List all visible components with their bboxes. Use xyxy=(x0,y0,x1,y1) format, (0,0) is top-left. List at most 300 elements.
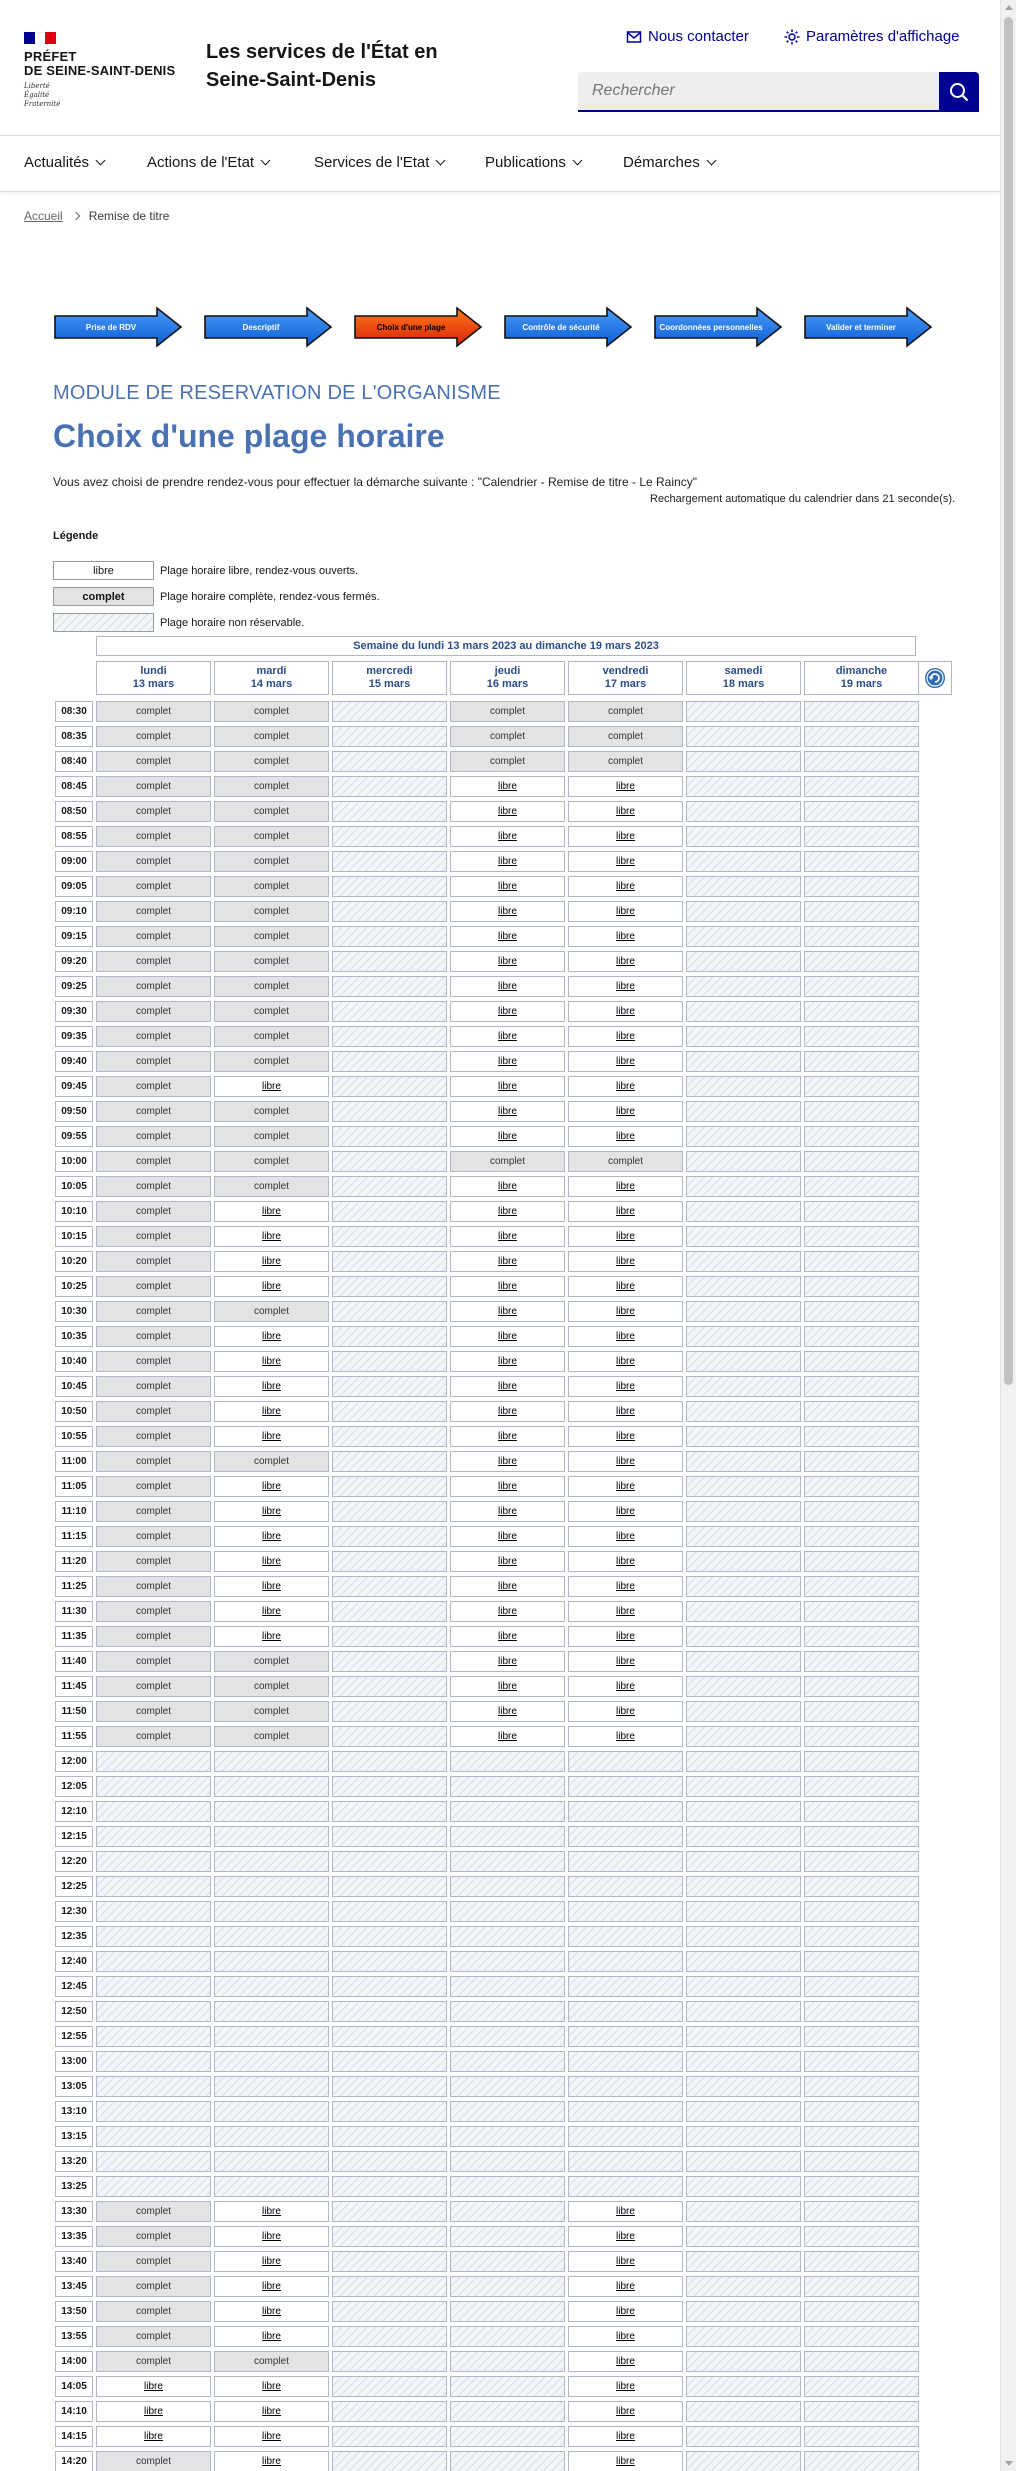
slot-libre[interactable] xyxy=(450,1251,565,1272)
slot-complet: complet xyxy=(214,826,329,847)
slot-libre-link[interactable]: libre xyxy=(616,1231,635,1242)
slot-libre[interactable] xyxy=(450,1376,565,1397)
slot-libre-link[interactable]: libre xyxy=(616,2281,635,2292)
slot-libre-link[interactable]: libre xyxy=(616,1081,635,1092)
slot-libre[interactable] xyxy=(214,1501,329,1522)
slot-non-reservable xyxy=(804,1526,919,1547)
slot-libre[interactable] xyxy=(568,1426,683,1447)
prefet-logo[interactable] xyxy=(24,32,175,109)
page-scrollbar[interactable] xyxy=(1000,0,1016,2471)
slot-libre[interactable] xyxy=(214,1376,329,1397)
slot-libre-link[interactable]: libre xyxy=(616,2406,635,2417)
slot-libre[interactable] xyxy=(96,2401,211,2422)
slot-libre-link[interactable]: libre xyxy=(616,1206,635,1217)
slot-libre-link[interactable]: libre xyxy=(498,1481,517,1492)
slot-libre-link[interactable]: libre xyxy=(616,1456,635,1467)
slot-libre[interactable] xyxy=(450,1476,565,1497)
slot-libre-link[interactable]: libre xyxy=(144,2431,163,2442)
slot-libre-link[interactable]: libre xyxy=(616,1131,635,1142)
slot-libre[interactable] xyxy=(450,1526,565,1547)
search-input[interactable] xyxy=(578,72,939,110)
slot-non-reservable xyxy=(450,1751,565,1772)
slot-libre-link[interactable]: libre xyxy=(498,1331,517,1342)
display-settings-link[interactable] xyxy=(784,28,960,45)
slot-libre[interactable] xyxy=(568,1301,683,1322)
slot-libre-link[interactable]: libre xyxy=(616,2256,635,2267)
slot-libre[interactable] xyxy=(450,1226,565,1247)
slot-libre-link[interactable]: libre xyxy=(616,1631,635,1642)
slot-libre-link[interactable]: libre xyxy=(498,1631,517,1642)
slot-libre[interactable] xyxy=(568,1526,683,1547)
slot-libre-link[interactable]: libre xyxy=(498,1031,517,1042)
slot-libre-link[interactable]: libre xyxy=(498,931,517,942)
slot-complet: complet xyxy=(96,1351,211,1372)
slot-libre[interactable] xyxy=(568,1201,683,1222)
slot-libre[interactable] xyxy=(450,1626,565,1647)
slot-libre[interactable] xyxy=(568,2276,683,2297)
slot-libre-link[interactable]: libre xyxy=(616,1056,635,1067)
slot-libre-link[interactable]: libre xyxy=(616,956,635,967)
slot-libre-link[interactable]: libre xyxy=(616,2206,635,2217)
slot-non-reservable xyxy=(96,1751,211,1772)
nav-item-services[interactable] xyxy=(314,154,444,171)
slot-libre[interactable] xyxy=(450,801,565,822)
slot-libre-link[interactable]: libre xyxy=(498,1356,517,1367)
slot-libre-link[interactable]: libre xyxy=(616,1406,635,1417)
legend-row-libre xyxy=(53,561,358,580)
slot-libre-link[interactable]: libre xyxy=(616,831,635,842)
slot-libre-link[interactable]: libre xyxy=(498,1006,517,1017)
slot-libre[interactable] xyxy=(214,1326,329,1347)
slot-libre-link[interactable]: libre xyxy=(262,1206,281,1217)
slot-libre[interactable] xyxy=(450,1326,565,1347)
nav-item-actions[interactable] xyxy=(147,154,269,171)
slot-libre-link[interactable]: libre xyxy=(498,1706,517,1717)
time-label: 11:35 xyxy=(55,1626,93,1647)
nav-item-publications[interactable] xyxy=(485,154,581,171)
slot-libre[interactable] xyxy=(214,1201,329,1222)
slot-libre[interactable] xyxy=(450,776,565,797)
slot-libre[interactable] xyxy=(568,2226,683,2247)
slot-libre-link[interactable]: libre xyxy=(262,2431,281,2442)
refresh-calendar-button[interactable] xyxy=(918,661,952,695)
slot-non-reservable xyxy=(568,1926,683,1947)
slot-libre-link[interactable]: libre xyxy=(498,981,517,992)
slot-libre[interactable] xyxy=(568,876,683,897)
search-button[interactable] xyxy=(939,72,979,112)
slot-libre[interactable] xyxy=(568,2326,683,2347)
slot-non-reservable xyxy=(332,2076,447,2097)
slot-libre[interactable] xyxy=(450,1401,565,1422)
slot-libre[interactable] xyxy=(568,926,683,947)
slot-libre-link[interactable]: libre xyxy=(498,1056,517,1067)
contact-link[interactable] xyxy=(626,28,749,45)
scrollbar-thumb[interactable] xyxy=(1004,17,1013,1385)
slot-libre-link[interactable]: libre xyxy=(498,1431,517,1442)
slot-libre-link[interactable]: libre xyxy=(616,1031,635,1042)
slot-libre-link[interactable]: libre xyxy=(616,2356,635,2367)
slot-libre-link[interactable]: libre xyxy=(262,1431,281,1442)
slot-libre-link[interactable]: libre xyxy=(498,1281,517,1292)
slot-libre[interactable] xyxy=(214,2426,329,2447)
slot-libre-link[interactable]: libre xyxy=(616,1306,635,1317)
slot-libre[interactable] xyxy=(214,1401,329,1422)
slot-libre[interactable] xyxy=(96,2376,211,2397)
slot-libre[interactable] xyxy=(568,2301,683,2322)
slot-libre[interactable] xyxy=(568,2426,683,2447)
time-label: 11:55 xyxy=(55,1726,93,1747)
slot-libre[interactable] xyxy=(214,2401,329,2422)
slot-libre-link[interactable]: libre xyxy=(144,2406,163,2417)
slot-non-reservable xyxy=(450,1876,565,1897)
slot-libre[interactable] xyxy=(450,1576,565,1597)
slot-libre[interactable] xyxy=(450,1126,565,1147)
slot-non-reservable xyxy=(332,1251,447,1272)
slot-libre-link[interactable]: libre xyxy=(498,1381,517,1392)
slot-non-reservable xyxy=(332,1376,447,1397)
slot-non-reservable xyxy=(686,926,801,947)
slot-libre-link[interactable]: libre xyxy=(616,1606,635,1617)
slot-non-reservable xyxy=(686,826,801,847)
slot-libre[interactable] xyxy=(450,851,565,872)
slot-libre[interactable] xyxy=(568,1601,683,1622)
slot-libre-link[interactable]: libre xyxy=(498,1656,517,1667)
slot-non-reservable xyxy=(804,2051,919,2072)
slot-libre[interactable] xyxy=(214,1476,329,1497)
mail-icon xyxy=(626,29,642,45)
slot-libre-link[interactable]: libre xyxy=(498,906,517,917)
slot-libre-link[interactable]: libre xyxy=(498,831,517,842)
slot-non-reservable xyxy=(450,2051,565,2072)
step-2-arrow xyxy=(203,306,333,348)
time-label: 14:10 xyxy=(55,2401,93,2422)
slot-complet: complet xyxy=(96,1401,211,1422)
slot-complet: complet xyxy=(214,1651,329,1672)
slot-libre[interactable] xyxy=(568,1451,683,1472)
slot-libre[interactable] xyxy=(450,1076,565,1097)
slot-libre[interactable] xyxy=(214,2451,329,2471)
slot-non-reservable xyxy=(804,2351,919,2372)
slot-libre[interactable] xyxy=(568,2451,683,2471)
slot-libre-link[interactable]: libre xyxy=(498,956,517,967)
slot-libre[interactable] xyxy=(450,1201,565,1222)
slot-libre-link[interactable]: libre xyxy=(498,1306,517,1317)
slot-libre-link[interactable]: libre xyxy=(262,1231,281,1242)
slot-libre[interactable] xyxy=(214,2226,329,2247)
slot-libre[interactable] xyxy=(214,1276,329,1297)
slot-libre-link[interactable]: libre xyxy=(262,1556,281,1567)
slot-libre-link[interactable]: libre xyxy=(262,2331,281,2342)
slot-non-reservable xyxy=(804,1651,919,1672)
slot-libre[interactable] xyxy=(450,826,565,847)
slot-libre[interactable] xyxy=(450,1276,565,1297)
slot-libre[interactable] xyxy=(450,1676,565,1697)
time-label: 08:40 xyxy=(55,751,93,772)
slot-libre[interactable] xyxy=(450,1601,565,1622)
slot-libre[interactable] xyxy=(568,1326,683,1347)
slot-libre-link[interactable]: libre xyxy=(616,2231,635,2242)
nav-item-actualites[interactable] xyxy=(24,154,104,171)
slot-libre-link[interactable]: libre xyxy=(262,1481,281,1492)
slot-libre[interactable] xyxy=(450,1551,565,1572)
slot-libre-link[interactable]: libre xyxy=(262,1331,281,1342)
slot-libre-link[interactable]: libre xyxy=(498,1581,517,1592)
slot-libre-link[interactable]: libre xyxy=(616,1006,635,1017)
site-title[interactable]: Les services de l'État en Seine-Saint-Denis xyxy=(206,41,438,91)
slot-libre-link[interactable]: libre xyxy=(616,1531,635,1542)
slot-libre-link[interactable]: libre xyxy=(262,2281,281,2292)
slot-libre[interactable] xyxy=(568,826,683,847)
slot-libre-link[interactable]: libre xyxy=(616,1281,635,1292)
slot-non-reservable xyxy=(332,1201,447,1222)
slot-libre[interactable] xyxy=(450,1501,565,1522)
slot-libre-link[interactable]: libre xyxy=(616,1581,635,1592)
slot-libre-link[interactable]: libre xyxy=(616,1481,635,1492)
day-date: 14 mars xyxy=(250,678,293,690)
slot-libre-link[interactable]: libre xyxy=(262,2231,281,2242)
slot-libre-link[interactable]: libre xyxy=(262,1356,281,1367)
slot-libre[interactable] xyxy=(450,1176,565,1197)
day-date: 13 mars xyxy=(132,678,175,690)
slot-libre-link[interactable]: libre xyxy=(262,1256,281,1267)
slot-libre-link[interactable]: libre xyxy=(616,1106,635,1117)
slot-libre[interactable] xyxy=(450,1451,565,1472)
slot-libre-link[interactable]: libre xyxy=(262,2206,281,2217)
slot-libre[interactable] xyxy=(450,1726,565,1747)
slot-libre[interactable] xyxy=(450,1051,565,1072)
slot-libre[interactable] xyxy=(450,1301,565,1322)
slot-libre-link[interactable]: libre xyxy=(616,2456,635,2467)
slot-libre[interactable] xyxy=(568,1276,683,1297)
slot-libre[interactable] xyxy=(568,2376,683,2397)
slot-libre[interactable] xyxy=(568,1726,683,1747)
slot-non-reservable xyxy=(686,1401,801,1422)
slot-libre[interactable] xyxy=(450,1701,565,1722)
slot-libre[interactable] xyxy=(450,876,565,897)
slot-libre-link[interactable]: libre xyxy=(616,906,635,917)
slot-libre-link[interactable]: libre xyxy=(498,1081,517,1092)
slot-libre-link[interactable]: libre xyxy=(262,2256,281,2267)
slot-libre-link[interactable]: libre xyxy=(616,1506,635,1517)
slot-libre[interactable] xyxy=(568,901,683,922)
slot-complet: complet xyxy=(96,2201,211,2222)
slot-complet: complet xyxy=(96,751,211,772)
slot-libre-link[interactable]: libre xyxy=(616,2431,635,2442)
slot-libre[interactable] xyxy=(96,2426,211,2447)
slot-libre[interactable] xyxy=(568,1401,683,1422)
slot-libre-link[interactable]: libre xyxy=(616,2381,635,2392)
step-label: Contrôle de sécurité xyxy=(522,322,600,332)
slot-libre[interactable] xyxy=(450,901,565,922)
slot-libre[interactable] xyxy=(568,1126,683,1147)
slot-libre[interactable] xyxy=(568,1251,683,1272)
slot-libre-link[interactable]: libre xyxy=(498,1256,517,1267)
slot-libre-link[interactable]: libre xyxy=(616,2331,635,2342)
slot-libre[interactable] xyxy=(568,1226,683,1247)
slot-libre-link[interactable]: libre xyxy=(498,1681,517,1692)
slot-libre[interactable] xyxy=(568,1551,683,1572)
slot-complet: complet xyxy=(214,1151,329,1172)
slot-libre[interactable] xyxy=(214,2201,329,2222)
slot-libre-link[interactable]: libre xyxy=(262,1381,281,1392)
slot-libre[interactable] xyxy=(450,1001,565,1022)
slot-libre[interactable] xyxy=(568,1576,683,1597)
slot-libre[interactable] xyxy=(568,2401,683,2422)
slot-libre-link[interactable]: libre xyxy=(616,881,635,892)
breadcrumb-home-link[interactable]: Accueil xyxy=(24,209,63,223)
slot-libre-link[interactable]: libre xyxy=(616,1256,635,1267)
slot-libre[interactable] xyxy=(450,1426,565,1447)
slot-libre-link[interactable]: libre xyxy=(262,1631,281,1642)
slot-libre[interactable] xyxy=(214,1226,329,1247)
slot-libre-link[interactable]: libre xyxy=(616,856,635,867)
slot-libre[interactable] xyxy=(568,1651,683,1672)
slot-libre-link[interactable]: libre xyxy=(616,1656,635,1667)
slot-libre-link[interactable]: libre xyxy=(262,2306,281,2317)
slot-non-reservable xyxy=(804,1351,919,1372)
slot-libre[interactable] xyxy=(450,926,565,947)
slot-libre-link[interactable]: libre xyxy=(498,881,517,892)
slot-libre[interactable] xyxy=(568,951,683,972)
slot-libre-link[interactable]: libre xyxy=(262,1581,281,1592)
time-label: 13:50 xyxy=(55,2301,93,2322)
slot-libre[interactable] xyxy=(450,976,565,997)
slot-libre[interactable] xyxy=(450,1351,565,1372)
slot-libre[interactable] xyxy=(214,1626,329,1647)
slot-libre[interactable] xyxy=(568,1026,683,1047)
slot-libre-link[interactable]: libre xyxy=(498,1506,517,1517)
slot-libre[interactable] xyxy=(568,1501,683,1522)
slot-libre[interactable] xyxy=(568,776,683,797)
slot-libre-link[interactable]: libre xyxy=(616,1431,635,1442)
slot-libre-link[interactable]: libre xyxy=(616,1181,635,1192)
slot-libre-link[interactable]: libre xyxy=(616,806,635,817)
slot-libre[interactable] xyxy=(568,1101,683,1122)
slot-libre-link[interactable]: libre xyxy=(616,1556,635,1567)
slot-libre[interactable] xyxy=(568,801,683,822)
slot-libre-link[interactable]: libre xyxy=(616,1706,635,1717)
slot-libre[interactable] xyxy=(568,1001,683,1022)
slot-libre-link[interactable]: libre xyxy=(262,1081,281,1092)
slot-libre-link[interactable]: libre xyxy=(262,1606,281,1617)
slot-libre-link[interactable]: libre xyxy=(616,1681,635,1692)
slot-libre[interactable] xyxy=(568,1351,683,1372)
slot-libre[interactable] xyxy=(450,951,565,972)
slot-libre[interactable] xyxy=(214,1426,329,1447)
slot-libre[interactable] xyxy=(568,851,683,872)
slot-libre-link[interactable]: libre xyxy=(262,1531,281,1542)
slot-libre[interactable] xyxy=(214,1601,329,1622)
time-label: 13:45 xyxy=(55,2276,93,2297)
time-label: 13:40 xyxy=(55,2251,93,2272)
slot-libre[interactable] xyxy=(568,1376,683,1397)
slot-libre[interactable] xyxy=(214,2276,329,2297)
slot-libre[interactable] xyxy=(214,1076,329,1097)
slot-libre[interactable] xyxy=(568,2251,683,2272)
slot-libre[interactable] xyxy=(568,1476,683,1497)
slot-libre-link[interactable]: libre xyxy=(262,1406,281,1417)
slot-libre-link[interactable]: libre xyxy=(498,1131,517,1142)
slot-libre[interactable] xyxy=(568,1051,683,1072)
slot-libre[interactable] xyxy=(214,1351,329,1372)
refresh-icon xyxy=(924,667,946,689)
slot-complet: complet xyxy=(450,1151,565,1172)
slot-libre-link[interactable]: libre xyxy=(262,2406,281,2417)
slot-non-reservable xyxy=(804,826,919,847)
slot-libre-link[interactable]: libre xyxy=(616,931,635,942)
slot-libre[interactable] xyxy=(214,2326,329,2347)
slot-libre[interactable] xyxy=(568,976,683,997)
slot-libre-link[interactable]: libre xyxy=(262,1506,281,1517)
slot-non-reservable xyxy=(686,1226,801,1247)
time-label: 11:25 xyxy=(55,1576,93,1597)
slot-libre-link[interactable]: libre xyxy=(616,2306,635,2317)
slot-libre-link[interactable]: libre xyxy=(498,806,517,817)
slot-libre-link[interactable]: libre xyxy=(262,1281,281,1292)
slot-libre-link[interactable]: libre xyxy=(498,856,517,867)
slot-libre-link[interactable]: libre xyxy=(498,1531,517,1542)
slot-libre[interactable] xyxy=(568,2201,683,2222)
slot-libre-link[interactable]: libre xyxy=(262,2381,281,2392)
slot-libre-link[interactable]: libre xyxy=(616,1331,635,1342)
slot-libre[interactable] xyxy=(568,2351,683,2372)
slot-libre[interactable] xyxy=(450,1101,565,1122)
slot-libre-link[interactable]: libre xyxy=(498,1556,517,1567)
slot-libre[interactable] xyxy=(568,1701,683,1722)
slot-libre-link[interactable]: libre xyxy=(498,1406,517,1417)
slot-libre-link[interactable]: libre xyxy=(616,781,635,792)
slot-libre-link[interactable]: libre xyxy=(262,2456,281,2467)
slot-libre[interactable] xyxy=(568,1176,683,1197)
slot-libre[interactable] xyxy=(214,2376,329,2397)
slot-libre[interactable] xyxy=(214,1576,329,1597)
slot-non-reservable xyxy=(686,1526,801,1547)
slot-libre-link[interactable]: libre xyxy=(498,1231,517,1242)
slot-libre[interactable] xyxy=(214,1251,329,1272)
time-label: 12:05 xyxy=(55,1776,93,1797)
nav-label: Publications xyxy=(485,154,566,171)
slot-libre-link[interactable]: libre xyxy=(616,1731,635,1742)
slot-non-reservable xyxy=(804,2076,919,2097)
slot-libre-link[interactable]: libre xyxy=(616,1381,635,1392)
slot-libre-link[interactable]: libre xyxy=(498,1606,517,1617)
slot-non-reservable xyxy=(96,1951,211,1972)
slot-libre-link[interactable]: libre xyxy=(498,1106,517,1117)
scroll-up-arrow-icon[interactable] xyxy=(1005,5,1013,10)
slot-complet: complet xyxy=(96,976,211,997)
slot-libre[interactable] xyxy=(214,2251,329,2272)
slot-libre-link[interactable]: libre xyxy=(144,2381,163,2392)
slot-libre[interactable] xyxy=(214,1526,329,1547)
slot-libre[interactable] xyxy=(214,1551,329,1572)
slot-libre[interactable] xyxy=(568,1626,683,1647)
slot-libre-link[interactable]: libre xyxy=(498,1181,517,1192)
slot-libre[interactable] xyxy=(568,1076,683,1097)
slot-libre-link[interactable]: libre xyxy=(498,1206,517,1217)
slot-libre-link[interactable]: libre xyxy=(498,1456,517,1467)
slot-libre[interactable] xyxy=(568,1676,683,1697)
slot-libre[interactable] xyxy=(450,1026,565,1047)
scroll-down-arrow-icon[interactable] xyxy=(1005,2461,1013,2466)
slot-libre[interactable] xyxy=(214,2301,329,2322)
slot-libre-link[interactable]: libre xyxy=(616,1356,635,1367)
slot-libre[interactable] xyxy=(450,1651,565,1672)
slot-libre-link[interactable]: libre xyxy=(498,1731,517,1742)
time-label: 09:10 xyxy=(55,901,93,922)
nav-item-demarches[interactable] xyxy=(623,154,715,171)
slot-libre-link[interactable]: libre xyxy=(616,981,635,992)
slot-libre-link[interactable]: libre xyxy=(498,781,517,792)
